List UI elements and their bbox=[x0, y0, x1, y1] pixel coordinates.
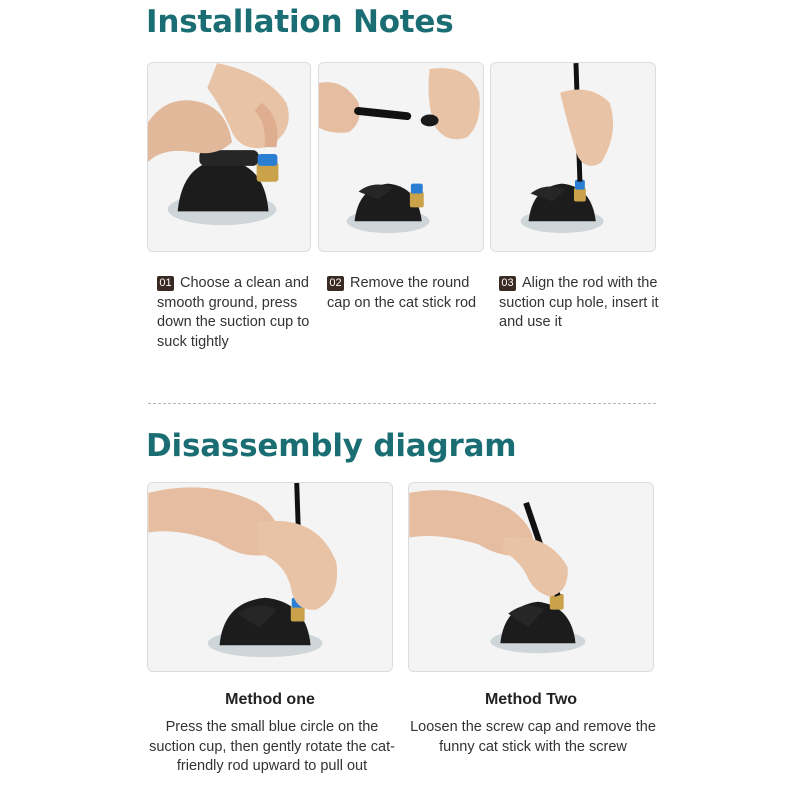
step-3-text bbox=[499, 274, 659, 333]
step-2-photo bbox=[318, 62, 484, 252]
step-1-photo bbox=[147, 62, 311, 252]
method-one-photo bbox=[147, 482, 393, 672]
step-2-number-badge: 02 bbox=[327, 276, 344, 291]
step-1-text bbox=[157, 274, 317, 352]
step-2-description: Remove the round cap on the cat stick rod bbox=[327, 275, 477, 311]
step-3-number-badge: 03 bbox=[499, 276, 516, 291]
method-two-title: Method Two bbox=[484, 691, 578, 708]
method-one-description: Press the small blue circle on the suction cup, then gently rotate the cat-friendly rod upward to pull out bbox=[149, 719, 395, 774]
step-1-number-badge: 01 bbox=[157, 276, 174, 291]
installation-notes-heading: Installation Notes bbox=[146, 4, 454, 40]
step-3-description: Align the rod with the suction cup hole, insert it and use it bbox=[499, 275, 659, 330]
step-1-description: Choose a clean and smooth ground, press down the suction cup to suck tightly bbox=[157, 275, 310, 350]
step-2-text bbox=[327, 274, 487, 313]
method-two-photo bbox=[408, 482, 654, 672]
section-divider bbox=[148, 403, 656, 404]
method-two-description: Loosen the screw cap and remove the funny cat stick with the screw bbox=[410, 719, 656, 755]
method-one-title: Method one bbox=[225, 691, 315, 708]
disassembly-diagram-heading: Disassembly diagram bbox=[146, 428, 517, 464]
step-3-photo bbox=[490, 62, 656, 252]
